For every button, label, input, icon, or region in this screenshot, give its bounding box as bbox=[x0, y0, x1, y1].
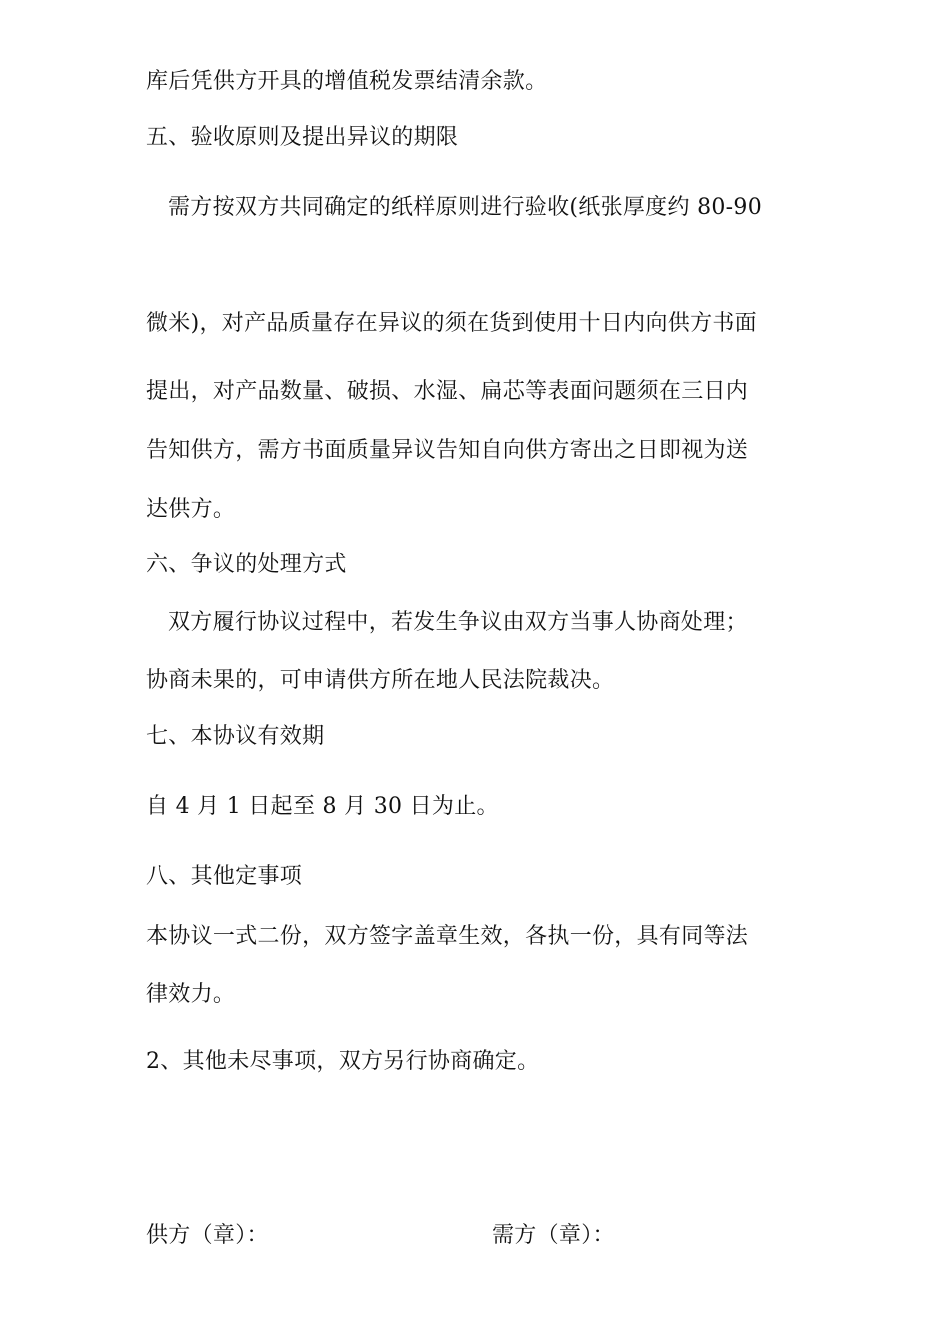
heading-acceptance: 五、验收原则及提出异议的期限 bbox=[146, 125, 459, 150]
paragraph-acceptance-1: 需方按双方共同确定的纸样原则进行验收(纸张厚度约 80-90 bbox=[168, 195, 762, 220]
signature-buyer: 需方（章）： bbox=[492, 1223, 615, 1248]
signature-supplier: 供方（章）： bbox=[146, 1223, 269, 1248]
paragraph-other-2: 律效力。 bbox=[146, 982, 236, 1007]
paragraph-validity: 自 4 月 1 日起至 8 月 30 日为止。 bbox=[146, 794, 499, 819]
heading-other-matters: 八、其他定事项 bbox=[146, 864, 303, 889]
paragraph-payment-end: 库后凭供方开具的增值税发票结清余款。 bbox=[146, 69, 548, 94]
paragraph-other-1: 本协议一式二份，双方签字盖章生效，各执一份，具有同等法 bbox=[146, 924, 749, 949]
paragraph-dispute-1: 双方履行协议过程中，若发生争议由双方当事人协商处理； bbox=[168, 610, 748, 635]
paragraph-dispute-2: 协商未果的，可申请供方所在地人民法院裁决。 bbox=[146, 668, 615, 693]
paragraph-other-3: 2、其他未尽事项，双方另行协商确定。 bbox=[146, 1049, 540, 1074]
paragraph-acceptance-2: 微米)，对产品质量存在异议的须在货到使用十日内向供方书面 bbox=[146, 311, 757, 336]
heading-dispute: 六、争议的处理方式 bbox=[146, 552, 347, 577]
paragraph-acceptance-3: 提出，对产品数量、破损、水湿、扁芯等表面问题须在三日内 bbox=[146, 379, 749, 404]
paragraph-acceptance-4: 告知供方，需方书面质量异议告知自向供方寄出之日即视为送 bbox=[146, 438, 749, 463]
paragraph-acceptance-5: 达供方。 bbox=[146, 497, 236, 522]
heading-validity: 七、本协议有效期 bbox=[146, 724, 325, 749]
